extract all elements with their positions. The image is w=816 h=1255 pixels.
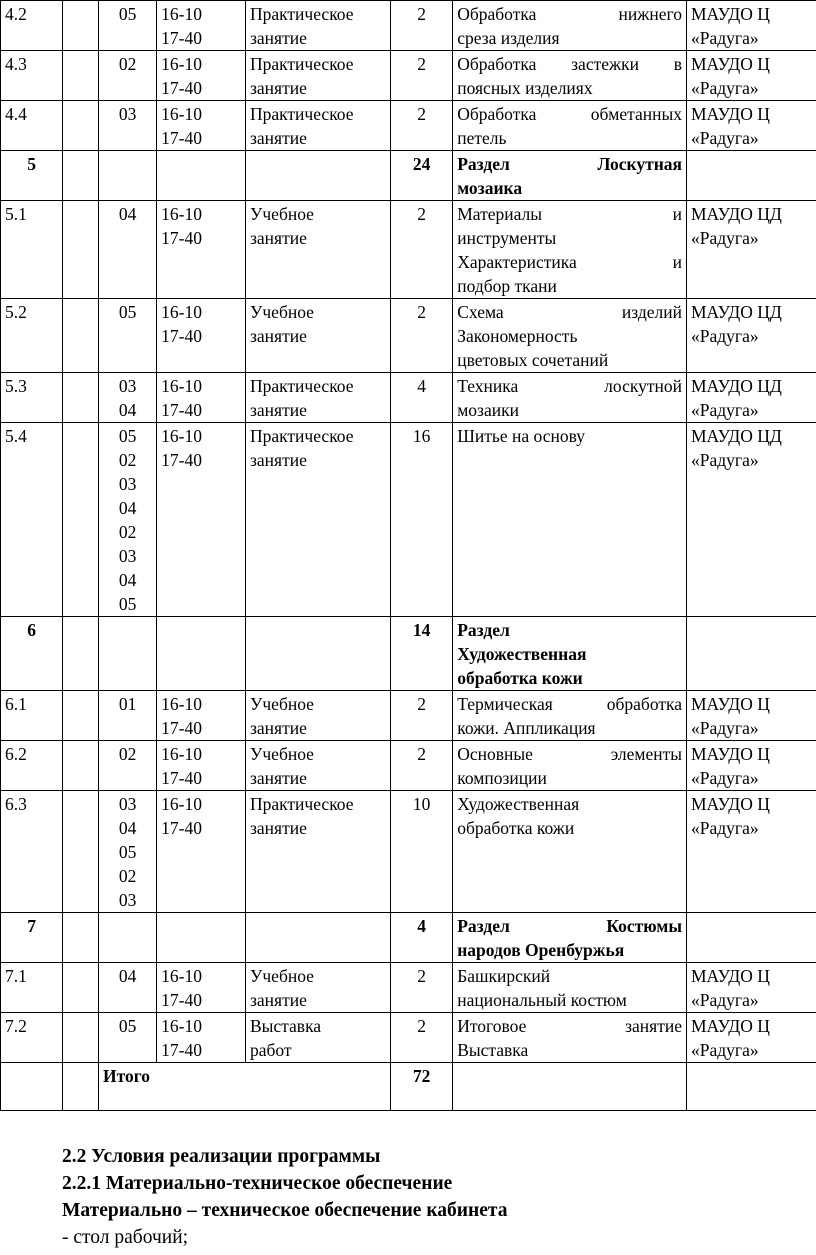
topic-text: национальный костюм bbox=[457, 990, 627, 1010]
time-value: 17-40 bbox=[161, 28, 202, 48]
day-cell bbox=[98, 691, 156, 741]
topic-text: кожи. Аппликация bbox=[457, 718, 596, 738]
lesson-type-text: занятие bbox=[249, 228, 307, 248]
day-value: 04 bbox=[118, 570, 137, 590]
section-row bbox=[1, 913, 816, 963]
topic-text: Раздел Костюмы bbox=[457, 916, 682, 936]
lesson-type-cell bbox=[245, 201, 390, 299]
hours-cell: 2 bbox=[390, 691, 452, 741]
section-row bbox=[1, 151, 816, 201]
lesson-row bbox=[1, 691, 816, 741]
place-text: «Радуга» bbox=[691, 78, 759, 98]
place-cell bbox=[687, 963, 816, 1013]
topic-text: инструменты bbox=[457, 228, 557, 248]
lesson-type-cell bbox=[245, 1, 390, 51]
place-text: МАУДО ЦД bbox=[691, 204, 782, 224]
blank-cell bbox=[63, 1013, 99, 1063]
time-value: 17-40 bbox=[161, 400, 202, 420]
blank-cell bbox=[63, 201, 99, 299]
place-cell bbox=[687, 1, 816, 51]
hours-cell: 10 bbox=[390, 791, 452, 913]
hours-cell: 24 bbox=[390, 151, 452, 201]
lesson-type-text: занятие bbox=[249, 78, 307, 98]
topic-cell bbox=[453, 741, 687, 791]
topic-text: композиции bbox=[457, 768, 547, 788]
lesson-type-cell bbox=[245, 51, 390, 101]
row-number: 7.1 bbox=[1, 963, 63, 1013]
place-text: МАУДО Ц bbox=[691, 4, 770, 24]
hours-cell: 2 bbox=[390, 741, 452, 791]
topic-cell bbox=[453, 617, 687, 691]
lesson-type-text: Практическое bbox=[249, 4, 354, 24]
lesson-type-text: занятие bbox=[249, 718, 307, 738]
day-cell bbox=[98, 51, 156, 101]
hours-cell: 2 bbox=[390, 1013, 452, 1063]
time-value: 17-40 bbox=[161, 228, 202, 248]
lesson-row bbox=[1, 741, 816, 791]
topic-text: Художественная bbox=[457, 794, 580, 814]
day-value: 04 bbox=[118, 204, 137, 224]
topic-text: цветовых сочетаний bbox=[457, 350, 609, 370]
lesson-type-cell bbox=[245, 913, 390, 963]
hours-cell: 2 bbox=[390, 101, 452, 151]
lesson-type-text: занятие bbox=[249, 128, 307, 148]
time-cell bbox=[157, 1013, 246, 1063]
day-value: 05 bbox=[118, 426, 137, 446]
day-value: 05 bbox=[118, 4, 137, 24]
topic-text: петель bbox=[457, 128, 507, 148]
day-cell bbox=[98, 423, 156, 617]
place-text: «Радуга» bbox=[691, 228, 759, 248]
hours-cell: 14 bbox=[390, 617, 452, 691]
day-cell bbox=[98, 1013, 156, 1063]
row-number: 5.2 bbox=[1, 299, 63, 373]
time-cell bbox=[157, 691, 246, 741]
blank-cell bbox=[63, 51, 99, 101]
time-cell bbox=[157, 101, 246, 151]
topic-text: мозаики bbox=[457, 400, 519, 420]
time-value: 17-40 bbox=[161, 128, 202, 148]
lesson-type-cell bbox=[245, 691, 390, 741]
blank-cell bbox=[63, 691, 99, 741]
time-value: 17-40 bbox=[161, 450, 202, 470]
lesson-row bbox=[1, 299, 816, 373]
place-text: «Радуга» bbox=[691, 1040, 759, 1060]
place-text: МАУДО ЦД bbox=[691, 376, 782, 396]
topic-text: Основные элементы bbox=[457, 744, 682, 764]
total-label: Итого bbox=[98, 1063, 390, 1111]
topic-cell bbox=[453, 913, 687, 963]
place-text: МАУДО Ц bbox=[691, 54, 770, 74]
place-text: «Радуга» bbox=[691, 450, 759, 470]
place-text: МАУДО Ц bbox=[691, 966, 770, 986]
equipment-list-item: - стол рабочий; bbox=[62, 1227, 189, 1248]
blank-cell bbox=[63, 423, 99, 617]
lesson-type-cell bbox=[245, 791, 390, 913]
lesson-type-text: Учебное bbox=[249, 204, 314, 224]
place-text: «Радуга» bbox=[691, 818, 759, 838]
topic-text: обработка кожи bbox=[457, 818, 575, 838]
day-value: 02 bbox=[118, 522, 137, 542]
lesson-row bbox=[1, 791, 816, 913]
place-cell bbox=[687, 617, 816, 691]
lesson-type-text: Практическое bbox=[249, 376, 354, 396]
lesson-type-text: Практическое bbox=[249, 794, 354, 814]
place-cell bbox=[687, 151, 816, 201]
lesson-type-cell bbox=[245, 101, 390, 151]
lesson-row bbox=[1, 101, 816, 151]
topic-text: Обработка нижнего bbox=[457, 4, 682, 24]
lesson-type-text: Практическое bbox=[249, 426, 354, 446]
day-value: 05 bbox=[118, 302, 137, 322]
cabinet-equipment-title: Материально – техническое обеспечение кабинета bbox=[62, 1200, 508, 1221]
row-number: 7.2 bbox=[1, 1013, 63, 1063]
time-cell bbox=[157, 791, 246, 913]
topic-cell bbox=[453, 791, 687, 913]
topic-cell bbox=[453, 151, 687, 201]
topic-text: Раздел Лоскутная bbox=[457, 154, 682, 174]
day-value: 05 bbox=[118, 842, 137, 862]
blank-cell bbox=[63, 617, 99, 691]
blank-cell bbox=[63, 913, 99, 963]
topic-text: народов Оренбуржья bbox=[457, 940, 625, 960]
lesson-type-text: занятие bbox=[249, 768, 307, 788]
place-text: МАУДО Ц bbox=[691, 694, 770, 714]
time-cell bbox=[157, 299, 246, 373]
row-number: 6.1 bbox=[1, 691, 63, 741]
topic-text: мозаика bbox=[457, 178, 523, 198]
blank-cell bbox=[63, 101, 99, 151]
place-cell bbox=[687, 299, 816, 373]
day-value: 02 bbox=[118, 450, 137, 470]
day-cell bbox=[98, 151, 156, 201]
day-value: 03 bbox=[118, 890, 137, 910]
topic-text: Схема изделий bbox=[457, 302, 682, 322]
lesson-type-text: занятие bbox=[249, 450, 307, 470]
place-text: МАУДО Ц bbox=[691, 104, 770, 124]
topic-cell bbox=[453, 423, 687, 617]
place-cell bbox=[687, 201, 816, 299]
row-number: 6.2 bbox=[1, 741, 63, 791]
place-cell bbox=[687, 741, 816, 791]
place-cell bbox=[687, 791, 816, 913]
time-value: 16-10 bbox=[161, 4, 202, 24]
blank-cell bbox=[453, 1063, 687, 1111]
time-value: 16-10 bbox=[161, 104, 202, 124]
topic-text: Термическая обработка bbox=[457, 694, 682, 714]
time-cell bbox=[157, 51, 246, 101]
section-row bbox=[1, 617, 816, 691]
day-value: 02 bbox=[118, 54, 137, 74]
lesson-type-text: Учебное bbox=[249, 966, 314, 986]
time-value: 17-40 bbox=[161, 718, 202, 738]
blank-cell bbox=[63, 1063, 99, 1111]
topic-text: подбор ткани bbox=[457, 276, 557, 296]
time-value: 16-10 bbox=[161, 426, 202, 446]
place-text: «Радуга» bbox=[691, 28, 759, 48]
topic-text: Итоговое занятие bbox=[457, 1016, 682, 1036]
blank-cell bbox=[63, 1, 99, 51]
place-cell bbox=[687, 101, 816, 151]
day-value: 04 bbox=[118, 966, 137, 986]
time-value: 16-10 bbox=[161, 54, 202, 74]
day-cell bbox=[98, 299, 156, 373]
place-text: МАУДО Ц bbox=[691, 794, 770, 814]
time-cell bbox=[157, 963, 246, 1013]
day-cell bbox=[98, 1, 156, 51]
topic-text: обработка кожи bbox=[457, 668, 583, 688]
lesson-type-text: Практическое bbox=[249, 54, 354, 74]
time-cell bbox=[157, 617, 246, 691]
day-value: 04 bbox=[118, 498, 137, 518]
place-text: «Радуга» bbox=[691, 128, 759, 148]
topic-cell bbox=[453, 1013, 687, 1063]
lesson-type-cell bbox=[245, 741, 390, 791]
lesson-row bbox=[1, 1, 816, 51]
time-value: 17-40 bbox=[161, 78, 202, 98]
topic-cell bbox=[453, 373, 687, 423]
lesson-type-cell bbox=[245, 617, 390, 691]
time-cell bbox=[157, 741, 246, 791]
day-value: 02 bbox=[118, 866, 137, 886]
row-number: 6.3 bbox=[1, 791, 63, 913]
place-cell bbox=[687, 913, 816, 963]
day-cell bbox=[98, 373, 156, 423]
day-value: 03 bbox=[118, 546, 137, 566]
row-number: 5.1 bbox=[1, 201, 63, 299]
day-value: 03 bbox=[118, 104, 137, 124]
place-cell bbox=[687, 691, 816, 741]
row-number: 7 bbox=[1, 913, 63, 963]
place-cell bbox=[687, 373, 816, 423]
lesson-type-text: занятие bbox=[249, 28, 307, 48]
time-cell bbox=[157, 913, 246, 963]
blank-cell bbox=[63, 299, 99, 373]
lesson-type-cell bbox=[245, 423, 390, 617]
lesson-type-text: Учебное bbox=[249, 694, 314, 714]
blank-cell bbox=[63, 963, 99, 1013]
time-value: 16-10 bbox=[161, 744, 202, 764]
topic-text: Обработка застежки в bbox=[457, 54, 682, 74]
lesson-type-text: Учебное bbox=[249, 744, 314, 764]
day-cell bbox=[98, 201, 156, 299]
place-text: МАУДО Ц bbox=[691, 1016, 770, 1036]
schedule-table-body bbox=[1, 1, 816, 1111]
day-value: 05 bbox=[118, 594, 137, 614]
hours-cell: 4 bbox=[390, 373, 452, 423]
topic-text: Характеристика и bbox=[457, 252, 682, 272]
lesson-type-cell bbox=[245, 963, 390, 1013]
day-value: 03 bbox=[118, 474, 137, 494]
topic-text: поясных изделиях bbox=[457, 78, 593, 98]
topic-text: Техника лоскутной bbox=[457, 376, 682, 396]
lesson-row bbox=[1, 423, 816, 617]
lesson-type-text: занятие bbox=[249, 818, 307, 838]
lesson-row bbox=[1, 1013, 816, 1063]
time-value: 16-10 bbox=[161, 376, 202, 396]
place-text: МАУДО ЦД bbox=[691, 426, 782, 446]
topic-cell bbox=[453, 691, 687, 741]
lesson-type-text: занятие bbox=[249, 326, 307, 346]
time-value: 16-10 bbox=[161, 1016, 202, 1036]
row-number: 6 bbox=[1, 617, 63, 691]
time-cell bbox=[157, 423, 246, 617]
place-text: МАУДО Ц bbox=[691, 744, 770, 764]
topic-text: Башкирский bbox=[457, 966, 551, 986]
place-text: «Радуга» bbox=[691, 718, 759, 738]
topic-text: Материалы и bbox=[457, 204, 682, 224]
time-value: 16-10 bbox=[161, 794, 202, 814]
place-text: «Радуга» bbox=[691, 768, 759, 788]
place-text: «Радуга» bbox=[691, 990, 759, 1010]
topic-cell bbox=[453, 201, 687, 299]
time-value: 17-40 bbox=[161, 1040, 202, 1060]
lesson-row bbox=[1, 963, 816, 1013]
place-cell bbox=[687, 51, 816, 101]
day-cell bbox=[98, 741, 156, 791]
blank-cell bbox=[63, 373, 99, 423]
time-value: 17-40 bbox=[161, 326, 202, 346]
total-hours: 72 bbox=[390, 1063, 452, 1111]
blank-cell bbox=[63, 791, 99, 913]
time-value: 16-10 bbox=[161, 302, 202, 322]
place-cell bbox=[687, 1013, 816, 1063]
time-value: 17-40 bbox=[161, 768, 202, 788]
day-value: 05 bbox=[118, 1016, 137, 1036]
topic-cell bbox=[453, 963, 687, 1013]
time-cell bbox=[157, 201, 246, 299]
time-value: 16-10 bbox=[161, 966, 202, 986]
place-text: МАУДО ЦД bbox=[691, 302, 782, 322]
lesson-type-cell bbox=[245, 1013, 390, 1063]
day-value: 03 bbox=[118, 376, 137, 396]
place-cell bbox=[687, 423, 816, 617]
time-value: 17-40 bbox=[161, 990, 202, 1010]
topic-text: Обработка обметанных bbox=[457, 104, 682, 124]
day-value: 03 bbox=[118, 794, 137, 814]
row-number: 4.4 bbox=[1, 101, 63, 151]
lesson-type-text: Выставка bbox=[249, 1016, 322, 1036]
time-cell bbox=[157, 1, 246, 51]
hours-cell: 4 bbox=[390, 913, 452, 963]
blank-cell bbox=[1, 1063, 63, 1111]
time-value: 16-10 bbox=[161, 694, 202, 714]
subsection-heading: 2.2.1 Материально-техническое обеспечение bbox=[62, 1173, 453, 1194]
topic-text: Шитье на основу bbox=[457, 426, 585, 446]
topic-text: Раздел bbox=[457, 620, 510, 640]
place-text: «Радуга» bbox=[691, 326, 759, 346]
day-cell bbox=[98, 617, 156, 691]
lesson-type-cell bbox=[245, 151, 390, 201]
time-cell bbox=[157, 373, 246, 423]
blank-cell bbox=[63, 741, 99, 791]
hours-cell: 2 bbox=[390, 299, 452, 373]
day-value: 01 bbox=[118, 694, 137, 714]
lesson-type-text: Практическое bbox=[249, 104, 354, 124]
conditions-section bbox=[62, 1143, 802, 1251]
lesson-row bbox=[1, 373, 816, 423]
day-value: 02 bbox=[118, 744, 137, 764]
topic-text: Художественная bbox=[457, 644, 587, 664]
hours-cell: 16 bbox=[390, 423, 452, 617]
lesson-row bbox=[1, 51, 816, 101]
topic-cell bbox=[453, 101, 687, 151]
row-number: 5.4 bbox=[1, 423, 63, 617]
topic-cell bbox=[453, 51, 687, 101]
topic-cell bbox=[453, 1, 687, 51]
row-number: 5 bbox=[1, 151, 63, 201]
section-heading: 2.2 Условия реализации программы bbox=[62, 1146, 381, 1167]
lesson-type-cell bbox=[245, 299, 390, 373]
topic-text: Выставка bbox=[457, 1040, 529, 1060]
hours-cell: 2 bbox=[390, 1, 452, 51]
day-cell bbox=[98, 913, 156, 963]
lesson-type-cell bbox=[245, 373, 390, 423]
place-text: «Радуга» bbox=[691, 400, 759, 420]
time-value: 16-10 bbox=[161, 204, 202, 224]
lesson-type-text: Учебное bbox=[249, 302, 314, 322]
lesson-row bbox=[1, 201, 816, 299]
topic-text: Закономерность bbox=[457, 326, 578, 346]
total-row bbox=[1, 1063, 816, 1111]
blank-cell bbox=[63, 151, 99, 201]
lesson-type-text: занятие bbox=[249, 990, 307, 1010]
row-number: 4.2 bbox=[1, 1, 63, 51]
time-cell bbox=[157, 151, 246, 201]
blank-cell bbox=[687, 1063, 816, 1111]
time-value: 17-40 bbox=[161, 818, 202, 838]
topic-cell bbox=[453, 299, 687, 373]
hours-cell: 2 bbox=[390, 51, 452, 101]
topic-text: среза изделия bbox=[457, 28, 560, 48]
hours-cell: 2 bbox=[390, 963, 452, 1013]
day-cell bbox=[98, 791, 156, 913]
day-cell bbox=[98, 963, 156, 1013]
day-value: 04 bbox=[118, 400, 137, 420]
hours-cell: 2 bbox=[390, 201, 452, 299]
row-number: 4.3 bbox=[1, 51, 63, 101]
day-value: 04 bbox=[118, 818, 137, 838]
day-cell bbox=[98, 101, 156, 151]
lesson-type-text: работ bbox=[249, 1040, 292, 1060]
lesson-type-text: занятие bbox=[249, 400, 307, 420]
row-number: 5.3 bbox=[1, 373, 63, 423]
